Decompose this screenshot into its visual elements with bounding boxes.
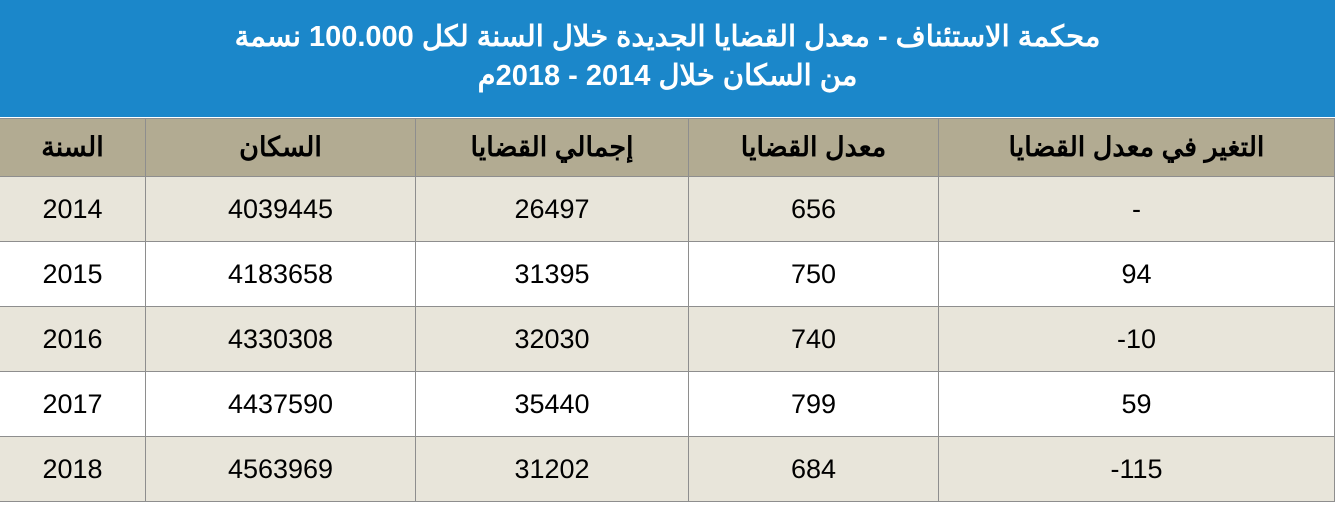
cell-year: 2016 — [0, 307, 146, 372]
cell-rate: 684 — [689, 437, 939, 502]
figure-title-line-2: من السكان خلال 2014 - 2018م — [477, 59, 858, 92]
cell-total: 26497 — [416, 177, 689, 242]
cell-total: 31395 — [416, 242, 689, 307]
table-header-row — [0, 119, 1335, 177]
cell-year: 2018 — [0, 437, 146, 502]
cell-year: 2017 — [0, 372, 146, 437]
column-header-year: السنة — [0, 119, 146, 177]
figure-title-line-1: محكمة الاستئناف - معدل القضايا الجديدة خلال السنة لكل 100.000 نسمة — [234, 21, 1101, 54]
table-row — [0, 437, 1335, 502]
cell-change: 59 — [939, 372, 1335, 437]
statistics-table — [0, 118, 1335, 502]
cell-rate: 799 — [689, 372, 939, 437]
column-header-change: التغير في معدل القضايا — [939, 119, 1335, 177]
cell-total: 32030 — [416, 307, 689, 372]
figure-title-bar — [0, 0, 1335, 118]
cell-rate: 740 — [689, 307, 939, 372]
cell-population: 4039445 — [146, 177, 416, 242]
cell-population: 4563969 — [146, 437, 416, 502]
table-row — [0, 242, 1335, 307]
cell-population: 4183658 — [146, 242, 416, 307]
cell-change: - — [939, 177, 1335, 242]
table-row — [0, 372, 1335, 437]
column-header-rate: معدل القضايا — [689, 119, 939, 177]
cell-rate: 656 — [689, 177, 939, 242]
cell-change: 10- — [939, 307, 1335, 372]
cell-year: 2015 — [0, 242, 146, 307]
cell-change: 94 — [939, 242, 1335, 307]
table-row — [0, 177, 1335, 242]
cell-total: 31202 — [416, 437, 689, 502]
cell-change: 115- — [939, 437, 1335, 502]
cell-total: 35440 — [416, 372, 689, 437]
column-header-population: السكان — [146, 119, 416, 177]
cell-population: 4330308 — [146, 307, 416, 372]
table-row — [0, 307, 1335, 372]
cell-year: 2014 — [0, 177, 146, 242]
cell-rate: 750 — [689, 242, 939, 307]
column-header-total: إجمالي القضايا — [416, 119, 689, 177]
cell-population: 4437590 — [146, 372, 416, 437]
